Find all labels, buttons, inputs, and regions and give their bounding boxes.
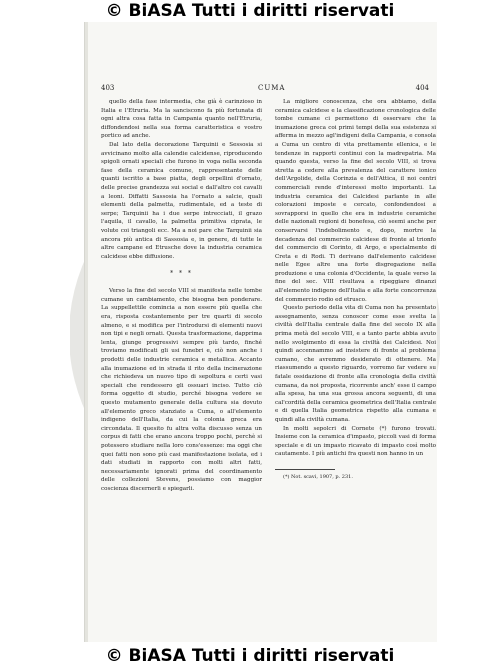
right-paragraph-2: Questo periodo della vita di Cuma non ha presentato assegnamento, senza conoscer come esse svelta la civiltà dell'Italia centrale dalla fine del secolo IX alla prima metà del secolo VIII, e a tanto parte abbia avuto nello svolgimento di essa la civiltà dei Calcidesi. Noi quindi accennammo ad insistere di fronte al problema cumano, che avremmo desiderato di ottenere. Ma riassumendo a questo riguardo, vorremo far vedere su fatale ossidazione di fronte alla cronologia della civiltà cumana, da noi proposta, ricorrente anch' esse il campo alla spesa, ha una sua grossa ancora seguenti, di una cal'cordità della ceramica geometrica dell'Italia centrale e di quella Italia geometrica rispetto alla cumana e quindi alla civiltà cumana. — [275, 305, 436, 423]
page-gutter-edge — [85, 22, 88, 642]
right-page-number: 404 — [415, 84, 429, 92]
section-asterism: * * * — [170, 270, 193, 278]
footnote-rule — [275, 469, 335, 470]
scanned-book-spread — [84, 22, 437, 642]
right-paragraph-1: La migliore conoscenza, che ora abbiamo, della ceramica calcidese e la classificazione cronologica delle tombe cumane ci permettono di osservare che la inumazione greca coi primi tempi della sua esistenza si afferma in mezzo agl'indigeni della Campania, e consola a Cuma un centro di vita prettamente ellenica, e le tendenze in rapporti continui con la madrepatria. Ma quando questa, verso la fine del secolo VIII, si trova stretta a cedere alla prevalenza del carattere ionico dell'Argolide, della Corinzia e dell'Attica, il noi centri commerciali rende d'interessi molto importanti. La industria ceramica dei Calcidesi parlante in alle colorazioni imposte e cercato, confondendosi a sovrapporsi in quello che era in industrie ceramiche delle nazionali regioni di bonefesa, ciò seemi anche per conservarsi l'indebolimento e, dopo, mortre la decadenza del commercio calcidese di fronte al trionfo del commercio di Corinto, di Argo, e specialmente di Creta e di Rodi. Ti derivano dall'elemento calcidese nelle Egee altre una forte disgregazione nella produzione e una colonia d'Occidente, la quale verso la fine del sec. VIII risultava a ripeggiare dinanzi all'elemento indigeno dell'Italia e alla forte concorrenza del commercio rodio ed etrusco. — [275, 99, 436, 303]
watermark-banner-top: © BiASA Tutti i diritti riservati — [0, 0, 500, 22]
right-text-column — [275, 98, 436, 482]
right-paragraph-3: In molti sepolcri di Cornete (*) furono trovati. Insieme con la ceramica d'impasto, piccoli vasi di forma speciale e di un impasto ricavato di impasto così molto cautamente. I più antichi fra questi non hanno in un — [275, 425, 436, 458]
left-paragraph-3: Verso la fine del secolo VIII si manifesta nelle tombe cumane un cambiamento, che bisogna ben ponderare. La suppellettile comincia a non essere più quella che era, risposta costantemente per tre quarti di secolo almeno, e si modifica per l'introdursi di elementi nuovi non tipi e negli ornati. Questa trasformazione, dapprima lenta, giunge progressivi sempre più tardo, finché troviamo modificati gli usi funebri e, ciò non anche i prodotti delle industrie ceramica e metallica. Accanto alla inumazione ed in strada il rito della incinerazione che richiedeva un nuovo tipo di sepoltura e certi vasi speciali che rendessero gli ossuari inciso. Tutto ciò forma oggetto di studio, perché bisogna vedere se questo mutamento generale della cultura sia dovuto all'elemento greco stanziato a Cuma, o all'elemento indigeno dell'Italia, da cui la colonia greca era circondata. Il quesito fu altra volta discusso senza un corpus di fatti che erano ancora troppo pochi, perchè si potessero studiare nella loro cons'essenze: ma oggi che quei fatti non sono più casi manifestazione isolata, ed i dati studiati in rapporto con molti altri fatti, necessariamente ignorati prima del coordinamento delle collezioni Stevens, possiamo con maggior coscienza discernerli e spiegarli. — [101, 288, 262, 492]
watermark-banner-bottom: © BiASA Tutti i diritti riservati — [0, 645, 500, 667]
left-paragraph-1: quello della fase intermedia, che già è carinzioso in Italia e l'Etruria. Ma la sanciscono fa più fortunata di ogni altra cosa fatta in Campania quanto nell'Etruria, diffondendosi nella sua forma caratteristica e vostro portico ad anche. — [101, 99, 262, 140]
left-page-number: 403 — [101, 84, 115, 92]
left-paragraph-2: Dal lato della decorazione Tarquinii e Sessosia si avvicinano molto alla calendie calcidense, riproducendo spigoli ornati speciali che furono in voga nella seconda fase della ceramica comune, rappresentante delle quanti iscritto a base piatta, degli orpellini d'ornato, delle precise grandezza sui social e dall'altro coi cavalli a leoni. Diffatti Sassosia ha l'ornato a salcie, quali elementi della palmetta, rudimentale, ed a teste di serpe; Tarquinii ha i due serpe intrecciati, il grazo l'aquila, il cavallo, la palmetta primitiva ciprata, le volute coi triangoli ecc. Ma a noi pare che Tarquinii sia ancora più antica di Sassosia e, in genere, di tutte le altre campane ed Etrusche dove la industria ceramica calcidese ebbe diffusione. — [101, 141, 262, 260]
running-title: CUMA — [258, 84, 286, 92]
left-text-column — [101, 98, 262, 494]
footnote: (*) Not. scavi, 1907, p. 231. — [283, 473, 353, 480]
